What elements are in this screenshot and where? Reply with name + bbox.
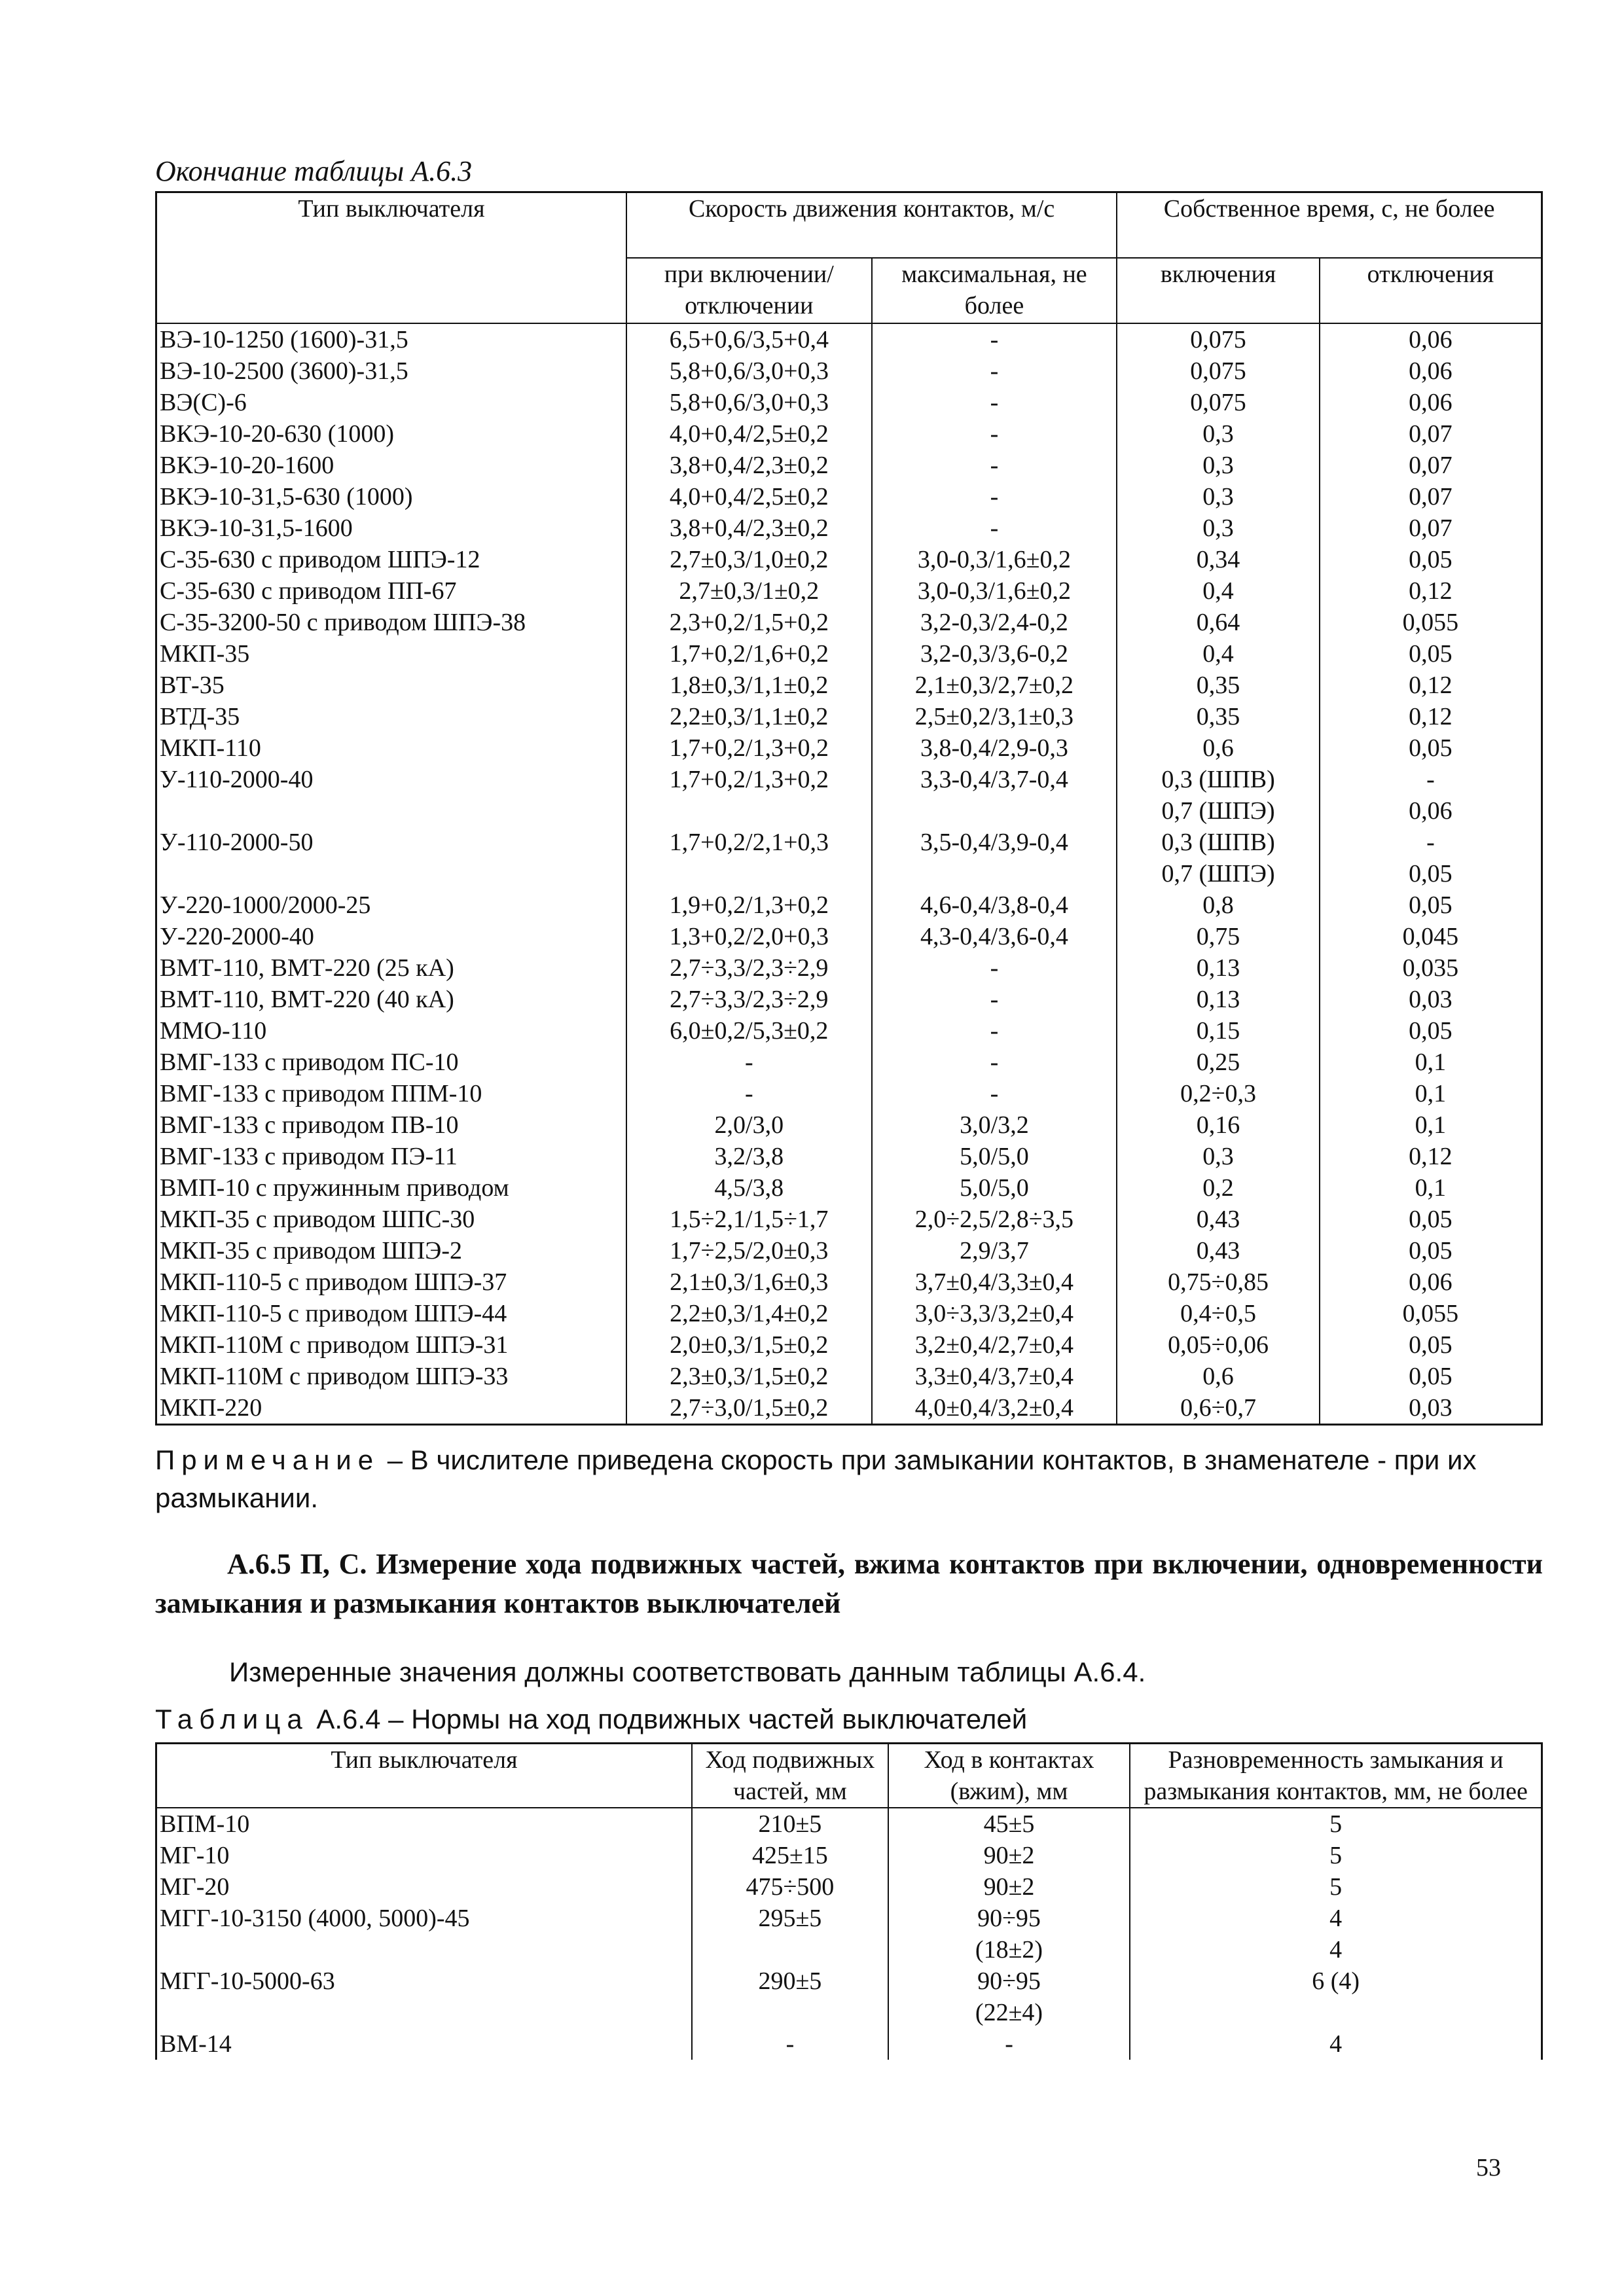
- table-cell: -: [872, 1015, 1117, 1047]
- table-cell: 0,3 (ШПВ): [1117, 827, 1320, 858]
- table-cell: 0,06: [1320, 795, 1542, 827]
- table-row: [156, 952, 1542, 984]
- table-cell: 5,8+0,6/3,0+0,3: [626, 355, 872, 387]
- table-row: [156, 1015, 1542, 1047]
- table-cell: 0,12: [1320, 701, 1542, 732]
- table-cell: 0,3 (ШПВ): [1117, 764, 1320, 795]
- table-row: [156, 889, 1542, 921]
- table-cell: 0,16: [1117, 1109, 1320, 1141]
- table-cell: 0,03: [1320, 1392, 1542, 1425]
- table-row: [156, 575, 1542, 607]
- cell-type: ВКЭ-10-31,5-1600: [156, 512, 626, 544]
- cell-type: МКП-110: [156, 732, 626, 764]
- table-cell: -: [872, 323, 1117, 355]
- table-cell: 0,3: [1117, 481, 1320, 512]
- table-cell: [872, 858, 1117, 889]
- table-cell: 0,06: [1320, 387, 1542, 418]
- table-cell: -: [872, 481, 1117, 512]
- table-cell: 0,4÷0,5: [1117, 1298, 1320, 1329]
- table-cell: 0,05: [1320, 1204, 1542, 1235]
- table-cell: 0,1: [1320, 1078, 1542, 1109]
- table-cell: 4: [1130, 1903, 1542, 1934]
- table-cell: 4: [1130, 2028, 1542, 2060]
- table-cell: 0,05: [1320, 1361, 1542, 1392]
- table-cell: 2,9/3,7: [872, 1235, 1117, 1266]
- header-own-time: Собственное время, с, не более: [1117, 192, 1542, 258]
- table-cell: [692, 1997, 888, 2028]
- table-cell: 3,2±0,4/2,7±0,4: [872, 1329, 1117, 1361]
- table-cell: 0,07: [1320, 450, 1542, 481]
- table-cell: 3,2/3,8: [626, 1141, 872, 1172]
- table-cell: 1,7+0,2/1,6+0,2: [626, 638, 872, 670]
- table-row: [156, 323, 1542, 355]
- table-cell: 0,7 (ШПЭ): [1117, 858, 1320, 889]
- table-caption: [155, 1700, 1027, 1738]
- cell-type: С-35-630 с приводом ПП-67: [156, 575, 626, 607]
- table-row: [156, 1934, 1542, 1965]
- table-row: [156, 1047, 1542, 1078]
- table-note: [155, 1441, 1543, 1517]
- table-cell: 0,1: [1320, 1172, 1542, 1204]
- table-cell: 0,05: [1320, 858, 1542, 889]
- table-cell: 0,1: [1320, 1047, 1542, 1078]
- cell-type: ВЭ-10-1250 (1600)-31,5: [156, 323, 626, 355]
- cell-type: МКП-110-5 с приводом ШПЭ-37: [156, 1266, 626, 1298]
- table-cell: 4: [1130, 1934, 1542, 1965]
- table-cell: 3,7±0,4/3,3±0,4: [872, 1266, 1117, 1298]
- cell-type: ВЭ-10-2500 (3600)-31,5: [156, 355, 626, 387]
- table-a-6-3-body: [156, 323, 1542, 1425]
- table-cell: [1130, 1997, 1542, 2028]
- table-row: [156, 1903, 1542, 1934]
- header-time-off: отключения: [1320, 258, 1542, 323]
- table-cell: 4,0+0,4/2,5±0,2: [626, 418, 872, 450]
- table-cell: -: [872, 355, 1117, 387]
- table-row: [156, 1361, 1542, 1392]
- table-cell: -: [872, 450, 1117, 481]
- table-row: [156, 1840, 1542, 1871]
- table-row: [156, 858, 1542, 889]
- table-cell: 0,3: [1117, 418, 1320, 450]
- table-row: [156, 984, 1542, 1015]
- cell-type: У-220-2000-40: [156, 921, 626, 952]
- table-cell: 0,075: [1117, 387, 1320, 418]
- header-contact-travel: Ход в контактах (вжим), мм: [888, 1744, 1130, 1808]
- table-cell: 0,3: [1117, 1141, 1320, 1172]
- cell-type: У-110-2000-40: [156, 764, 626, 795]
- table-row: [156, 1109, 1542, 1141]
- cell-type: МКП-110М с приводом ШПЭ-33: [156, 1361, 626, 1392]
- table-cell: 0,8: [1117, 889, 1320, 921]
- table-cell: [626, 858, 872, 889]
- table-cell: 1,7÷2,5/2,0±0,3: [626, 1235, 872, 1266]
- table-cell: 0,06: [1320, 323, 1542, 355]
- cell-type: ВМГ-133 с приводом ПС-10: [156, 1047, 626, 1078]
- table-cell: 2,1±0,3/1,6±0,3: [626, 1266, 872, 1298]
- cell-type: МКП-220: [156, 1392, 626, 1425]
- cell-type: [156, 1934, 693, 1965]
- table-cell: 1,5÷2,1/1,5÷1,7: [626, 1204, 872, 1235]
- cell-type: ВМГ-133 с приводом ПЭ-11: [156, 1141, 626, 1172]
- table-cell: 90±2: [888, 1871, 1130, 1903]
- table-cell: -: [626, 1047, 872, 1078]
- header-type: Тип выключателя: [156, 192, 626, 323]
- table-cell: 0,075: [1117, 355, 1320, 387]
- table-cell: -: [626, 1078, 872, 1109]
- table-cell: (18±2): [888, 1934, 1130, 1965]
- table-cell: 5: [1130, 1871, 1542, 1903]
- cell-type: ВЭ(С)-6: [156, 387, 626, 418]
- table-a-6-4: [155, 1742, 1543, 2060]
- table-cell: 0,75÷0,85: [1117, 1266, 1320, 1298]
- table-cell: 0,05÷0,06: [1117, 1329, 1320, 1361]
- table-cell: 2,0÷2,5/2,8÷3,5: [872, 1204, 1117, 1235]
- table-cell: 2,5±0,2/3,1±0,3: [872, 701, 1117, 732]
- table-cell: 0,35: [1117, 701, 1320, 732]
- note-label: Примечание: [155, 1444, 380, 1475]
- table-cell: 1,3+0,2/2,0+0,3: [626, 921, 872, 952]
- table-cell: 0,25: [1117, 1047, 1320, 1078]
- table-row: [156, 481, 1542, 512]
- table-cell: 1,8±0,3/1,1±0,2: [626, 670, 872, 701]
- cell-type: [156, 858, 626, 889]
- table-row: [156, 418, 1542, 450]
- note-text: – В числителе приведена скорость при замыкании контактов, в знаменателе - при их размыкании.: [155, 1444, 1477, 1513]
- table-row: [156, 1997, 1542, 2028]
- table-cell: 5,8+0,6/3,0+0,3: [626, 387, 872, 418]
- table-cell: 2,2±0,3/1,4±0,2: [626, 1298, 872, 1329]
- table-row: [156, 732, 1542, 764]
- table-cell: 0,6÷0,7: [1117, 1392, 1320, 1425]
- table-cell: 0,6: [1117, 1361, 1320, 1392]
- table-cell: (22±4): [888, 1997, 1130, 2028]
- table-cell: 3,8+0,4/2,3±0,2: [626, 512, 872, 544]
- table-cell: 90÷95: [888, 1903, 1130, 1934]
- table-cell: 6,0±0,2/5,3±0,2: [626, 1015, 872, 1047]
- table-cell: 2,7÷3,3/2,3÷2,9: [626, 984, 872, 1015]
- table-cell: 2,0±0,3/1,5±0,2: [626, 1329, 872, 1361]
- table-cell: -: [888, 2028, 1130, 2060]
- table-row: [156, 1298, 1542, 1329]
- table-cell: 5: [1130, 1808, 1542, 1840]
- cell-type: ВМГ-133 с приводом ПВ-10: [156, 1109, 626, 1141]
- table-cell: -: [872, 1047, 1117, 1078]
- table-a-6-3: [155, 191, 1543, 1426]
- table-cell: 1,9+0,2/1,3+0,2: [626, 889, 872, 921]
- table-cell: 3,3±0,4/3,7±0,4: [872, 1361, 1117, 1392]
- table-cell: 0,075: [1117, 323, 1320, 355]
- table-cell: 0,7 (ШПЭ): [1117, 795, 1320, 827]
- table-cell: 0,13: [1117, 984, 1320, 1015]
- caption-label: Таблица: [155, 1704, 309, 1734]
- table-cell: 0,035: [1320, 952, 1542, 984]
- table-cell: 0,03: [1320, 984, 1542, 1015]
- table-cell: 2,3±0,3/1,5±0,2: [626, 1361, 872, 1392]
- table-cell: 0,07: [1320, 481, 1542, 512]
- table-row: [156, 764, 1542, 795]
- cell-type: МГ-20: [156, 1871, 693, 1903]
- table-cell: 45±5: [888, 1808, 1130, 1840]
- table-cell: 3,8-0,4/2,9-0,3: [872, 732, 1117, 764]
- cell-type: У-220-1000/2000-25: [156, 889, 626, 921]
- cell-type: МКП-110М с приводом ШПЭ-31: [156, 1329, 626, 1361]
- header-nonsimultaneity: Разновременность замыкания и размыкания контактов, мм, не более: [1130, 1744, 1542, 1808]
- table-row: [156, 450, 1542, 481]
- table-cell: 0,055: [1320, 1298, 1542, 1329]
- table-cell: 0,13: [1117, 952, 1320, 984]
- table-cell: 0,75: [1117, 921, 1320, 952]
- table-cell: 3,2-0,3/2,4-0,2: [872, 607, 1117, 638]
- table-cell: 2,7±0,3/1±0,2: [626, 575, 872, 607]
- table-cell: -: [1320, 827, 1542, 858]
- cell-type: МГГ-10-3150 (4000, 5000)-45: [156, 1903, 693, 1934]
- table-cell: 4,3-0,4/3,6-0,4: [872, 921, 1117, 952]
- table-row: [156, 1204, 1542, 1235]
- table-cell: 0,15: [1117, 1015, 1320, 1047]
- table-cell: 295±5: [692, 1903, 888, 1934]
- section-paragraph: Измеренные значения должны соответствовать данным таблицы А.6.4.: [229, 1657, 1146, 1687]
- header-time-on: включения: [1117, 258, 1320, 323]
- page-number: 53: [1476, 2154, 1501, 2181]
- cell-type: ВМТ-110, ВМТ-220 (40 кА): [156, 984, 626, 1015]
- table-row: [156, 387, 1542, 418]
- table-cell: 3,5-0,4/3,9-0,4: [872, 827, 1117, 858]
- table-cell: 5,0/5,0: [872, 1141, 1117, 1172]
- table-cell: 3,2-0,3/3,6-0,2: [872, 638, 1117, 670]
- table-cell: 2,7÷3,0/1,5±0,2: [626, 1392, 872, 1425]
- cell-type: У-110-2000-50: [156, 827, 626, 858]
- table-cell: 0,4: [1117, 575, 1320, 607]
- cell-type: ВТ-35: [156, 670, 626, 701]
- table-row: [156, 1329, 1542, 1361]
- section-heading: А.6.5 П, С. Измерение хода подвижных частей, вжима контактов при включении, одновременности замыкания и размыкания контактов выключателей: [155, 1548, 1543, 1619]
- cell-type: МКП-35 с приводом ШПС-30: [156, 1204, 626, 1235]
- table-cell: 0,055: [1320, 607, 1542, 638]
- table-cell: 3,0-0,3/1,6±0,2: [872, 544, 1117, 575]
- table-cell: 0,3: [1117, 512, 1320, 544]
- table-cell: 4,0+0,4/2,5±0,2: [626, 481, 872, 512]
- table-cell: 1,7+0,2/1,3+0,2: [626, 764, 872, 795]
- cell-type: МКП-110-5 с приводом ШПЭ-44: [156, 1298, 626, 1329]
- table-cell: -: [1320, 764, 1542, 795]
- table-cell: 0,35: [1117, 670, 1320, 701]
- table-cell: 3,3-0,4/3,7-0,4: [872, 764, 1117, 795]
- table-cell: 475÷500: [692, 1871, 888, 1903]
- header-speed: Скорость движения контактов, м/с: [626, 192, 1117, 258]
- table-row: [156, 701, 1542, 732]
- table-row: [156, 638, 1542, 670]
- table-cell: 3,0÷3,3/3,2±0,4: [872, 1298, 1117, 1329]
- table-cell: 0,05: [1320, 1235, 1542, 1266]
- table-row: [156, 1235, 1542, 1266]
- table-cell: 0,05: [1320, 544, 1542, 575]
- continuation-title: Окончание таблицы А.6.3: [155, 155, 473, 187]
- table-cell: -: [692, 2028, 888, 2060]
- cell-type: ВКЭ-10-20-630 (1000): [156, 418, 626, 450]
- cell-type: ВМТ-110, ВМТ-220 (25 кА): [156, 952, 626, 984]
- table-cell: 0,045: [1320, 921, 1542, 952]
- table-row: [156, 512, 1542, 544]
- table-cell: 2,7±0,3/1,0±0,2: [626, 544, 872, 575]
- table-cell: 6,5+0,6/3,5+0,4: [626, 323, 872, 355]
- table-cell: 0,12: [1320, 1141, 1542, 1172]
- table-cell: 0,43: [1117, 1235, 1320, 1266]
- cell-type: ВКЭ-10-20-1600: [156, 450, 626, 481]
- table-cell: 6 (4): [1130, 1965, 1542, 1997]
- table-row: [156, 921, 1542, 952]
- cell-type: ММО-110: [156, 1015, 626, 1047]
- table-cell: 5: [1130, 1840, 1542, 1871]
- table-cell: 3,0-0,3/1,6±0,2: [872, 575, 1117, 607]
- table-cell: 0,05: [1320, 638, 1542, 670]
- table-cell: 3,8+0,4/2,3±0,2: [626, 450, 872, 481]
- table-cell: 0,12: [1320, 670, 1542, 701]
- table-row: [156, 1172, 1542, 1204]
- header-type: Тип выключателя: [156, 1744, 693, 1808]
- cell-type: С-35-630 с приводом ШПЭ-12: [156, 544, 626, 575]
- cell-type: ВТД-35: [156, 701, 626, 732]
- table-cell: 5,0/5,0: [872, 1172, 1117, 1204]
- cell-type: МГ-10: [156, 1840, 693, 1871]
- table-row: [156, 544, 1542, 575]
- cell-type: МКП-35 с приводом ШПЭ-2: [156, 1235, 626, 1266]
- table-cell: 4,0±0,4/3,2±0,4: [872, 1392, 1117, 1425]
- cell-type: ВКЭ-10-31,5-630 (1000): [156, 481, 626, 512]
- cell-type: ВПМ-10: [156, 1808, 693, 1840]
- table-cell: 0,2: [1117, 1172, 1320, 1204]
- table-cell: 2,2±0,3/1,1±0,2: [626, 701, 872, 732]
- table-cell: 1,7+0,2/2,1+0,3: [626, 827, 872, 858]
- table-cell: 2,7÷3,3/2,3÷2,9: [626, 952, 872, 984]
- cell-type: ВМ-14: [156, 2028, 693, 2060]
- table-cell: -: [872, 1078, 1117, 1109]
- table-cell: -: [872, 984, 1117, 1015]
- table-cell: 0,05: [1320, 1329, 1542, 1361]
- table-cell: 0,05: [1320, 889, 1542, 921]
- table-cell: 0,2÷0,3: [1117, 1078, 1320, 1109]
- table-row: [156, 1871, 1542, 1903]
- table-cell: [872, 795, 1117, 827]
- table-cell: 0,43: [1117, 1204, 1320, 1235]
- cell-type: ВМП-10 с пружинным приводом: [156, 1172, 626, 1204]
- table-row: [156, 1266, 1542, 1298]
- table-row: [156, 1141, 1542, 1172]
- table-cell: 0,05: [1320, 732, 1542, 764]
- table-cell: 0,12: [1320, 575, 1542, 607]
- cell-type: ВМГ-133 с приводом ППМ-10: [156, 1078, 626, 1109]
- table-row: [156, 670, 1542, 701]
- table-cell: 0,07: [1320, 418, 1542, 450]
- table-cell: 0,6: [1117, 732, 1320, 764]
- cell-type: [156, 795, 626, 827]
- cell-type: С-35-3200-50 с приводом ШПЭ-38: [156, 607, 626, 638]
- table-cell: -: [872, 387, 1117, 418]
- cell-type: МКП-35: [156, 638, 626, 670]
- table-cell: 2,3+0,2/1,5+0,2: [626, 607, 872, 638]
- header-travel: Ход подвижных частей, мм: [692, 1744, 888, 1808]
- table-cell: 0,05: [1320, 1015, 1542, 1047]
- table-row: [156, 1808, 1542, 1840]
- table-cell: 0,1: [1320, 1109, 1542, 1141]
- table-cell: 425±15: [692, 1840, 888, 1871]
- table-cell: 290±5: [692, 1965, 888, 1997]
- table-row: [156, 1965, 1542, 1997]
- header-speed-max: максимальная, не более: [872, 258, 1117, 323]
- table-cell: 0,3: [1117, 450, 1320, 481]
- table-row: [156, 355, 1542, 387]
- table-cell: 0,34: [1117, 544, 1320, 575]
- table-cell: 0,07: [1320, 512, 1542, 544]
- table-cell: 0,64: [1117, 607, 1320, 638]
- table-cell: 0,4: [1117, 638, 1320, 670]
- table-cell: -: [872, 512, 1117, 544]
- table-row: [156, 795, 1542, 827]
- header-speed-on-off: при включении/ отключении: [626, 258, 872, 323]
- table-row: [156, 607, 1542, 638]
- table-cell: [692, 1934, 888, 1965]
- table-cell: 90÷95: [888, 1965, 1130, 1997]
- table-cell: -: [872, 418, 1117, 450]
- table-a-6-4-body: [156, 1808, 1542, 2060]
- table-cell: 2,0/3,0: [626, 1109, 872, 1141]
- table-row: [156, 1392, 1542, 1425]
- table-row: [156, 827, 1542, 858]
- table-cell: 90±2: [888, 1840, 1130, 1871]
- table-cell: [626, 795, 872, 827]
- table-cell: 210±5: [692, 1808, 888, 1840]
- table-cell: 0,06: [1320, 1266, 1542, 1298]
- table-cell: 0,06: [1320, 355, 1542, 387]
- cell-type: МГГ-10-5000-63: [156, 1965, 693, 1997]
- table-cell: 4,6-0,4/3,8-0,4: [872, 889, 1117, 921]
- table-cell: 4,5/3,8: [626, 1172, 872, 1204]
- caption-text: А.6.4 – Нормы на ход подвижных частей выключателей: [308, 1704, 1028, 1734]
- table-row: [156, 1078, 1542, 1109]
- table-cell: 1,7+0,2/1,3+0,2: [626, 732, 872, 764]
- table-cell: -: [872, 952, 1117, 984]
- table-row: [156, 2028, 1542, 2060]
- table-cell: 3,0/3,2: [872, 1109, 1117, 1141]
- cell-type: [156, 1997, 693, 2028]
- table-cell: 2,1±0,3/2,7±0,2: [872, 670, 1117, 701]
